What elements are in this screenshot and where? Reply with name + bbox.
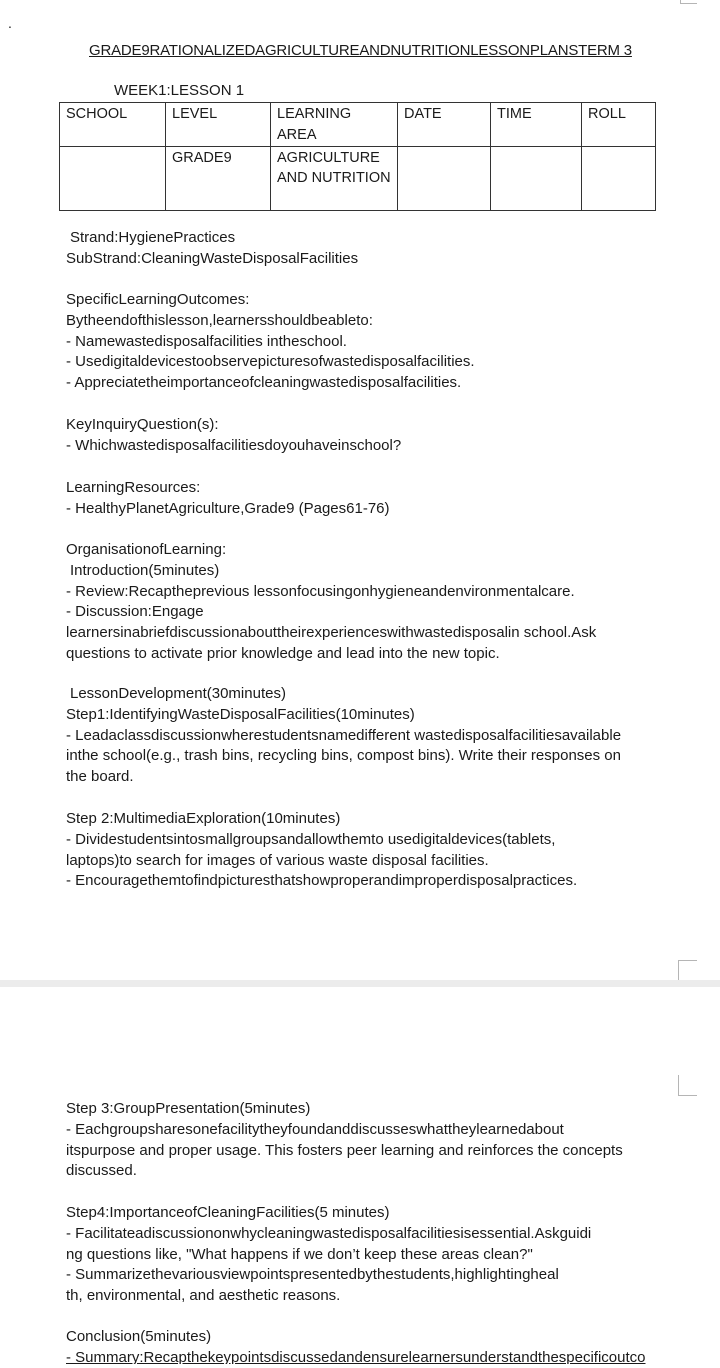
list-item: - Whichwastedisposalfacilitiesdoyouhaveinschool? [66,436,402,454]
stray-dot: . [8,15,12,31]
step-heading [66,1203,666,1224]
organisation-section [66,540,666,665]
outcomes-heading: SpecificLearningOutcomes: [66,291,250,308]
document-page-2 [0,987,720,1368]
text-line: - Summarizethevariousviewpointspresentedbythestudents,highlightingheal [66,1266,559,1284]
conclusion-heading: Conclusion(5minutes) [66,1328,212,1345]
inquiry-section [66,415,666,457]
step-title: GroupPresentation(5minutes) [113,1100,311,1117]
text-line: inthe school(e.g., trash bins, recycling bins, compost bins). Write their responses on [66,747,621,765]
table-cell [491,146,582,210]
text-line: - Summary:Recapthekeypointsdiscussedandensurelearnersunderstandthespecificoutco [66,1348,646,1364]
organisation-heading: OrganisationofLearning: [66,541,227,558]
substrand-line [66,249,666,270]
text-line: itspurpose and proper usage. This fosters peer learning and reinforces the concepts [66,1141,623,1159]
table-cell [60,146,166,210]
text-line: ng questions like, "What happens if we don’t keep these areas clean?" [66,1245,533,1263]
table-cell [398,146,491,210]
step4-section [66,1203,666,1307]
text-line: th, environmental, and aesthetic reasons. [66,1287,341,1305]
step-label: Step4: [66,1204,110,1221]
crop-mark-bottom-right [678,960,697,980]
development-heading: LessonDevelopment(30minutes) [70,685,286,702]
document-title: GRADE9RATIONALIZEDAGRICULTUREANDNUTRITIONLESSONPLANSTERM 3 [89,42,632,59]
crop-mark-top-right [680,0,697,4]
step-label: Step 3: [66,1100,114,1117]
text-line: - Discussion:Engage [66,603,204,621]
step3-section [66,1099,666,1182]
week-lesson-label: WEEK1:LESSON 1 [114,82,245,99]
table-header-cell: DATE [398,103,491,147]
step-title: IdentifyingWasteDisposalFacilities(10minutes) [109,705,415,723]
step-label: Step 2: [66,810,114,827]
step-title: ImportanceofCleaningFacilities(5 minutes) [109,1204,390,1221]
resources-section [66,478,666,520]
resources-heading: LearningResources: [66,479,201,496]
strand-value: HygienePractices [118,229,236,246]
table-header-cell: TIME [491,103,582,147]
list-item: - Appreciatetheimportanceofcleaningwastedisposalfacilities. [66,374,462,392]
outcomes-intro: Bytheendofthislesson,learnersshouldbeableto: [66,311,373,329]
text-line: - Review:Recaptheprevious lessonfocusingonhygieneandenvironmentalcare. [66,582,575,600]
table-header-cell: SCHOOL [60,103,166,147]
text-line: - Leadaclassdiscussionwherestudentsnamedifferent wastedisposalfacilitiesavailable [66,726,622,744]
text-line: questions to activate prior knowledge and lead into the new topic. [66,644,500,662]
strand-section [66,228,666,270]
introduction-heading: Introduction(5minutes) [70,561,220,579]
strand-line [66,228,666,249]
text-line: discussed. [66,1162,137,1180]
table-cell [582,146,656,210]
text-line: - Facilitateadiscussiononwhycleaningwastedisposalfacilitiesisessential.Askguidi [66,1224,592,1242]
page-separator [0,980,720,987]
step-heading [66,809,666,830]
step-heading [66,1099,666,1120]
table-cell: GRADE9 [166,146,271,210]
strand-label: Strand: [70,229,119,246]
table-header-cell: ROLL [582,103,656,147]
step2-section [66,809,666,892]
table-header-cell: LEVEL [166,103,271,147]
text-line: - Dividestudentsintosmallgroupsandallowthemto usedigitaldevices(tablets, [66,830,556,848]
conclusion-section [66,1327,666,1364]
table-row [60,146,656,210]
table-header-row [60,103,656,147]
substrand-value: CleaningWasteDisposalFacilities [141,249,359,267]
step-label: Step1: [66,705,110,723]
lesson-info-table [59,102,656,211]
crop-mark-top-right [678,1075,697,1096]
step-heading [66,705,666,726]
table-cell: AGRICULTURE AND NUTRITION [271,146,398,210]
text-line: laptops)to search for images of various waste disposal facilities. [66,851,489,869]
text-line: - Eachgroupsharesonefacilitytheyfoundanddiscusseswhattheylearnedabout [66,1120,564,1138]
text-line: - Encouragethemtofindpicturesthatshowproperandimproperdisposalpractices. [66,872,578,890]
inquiry-heading: KeyInquiryQuestion(s): [66,416,219,433]
text-line: learnersinabriefdiscussionabouttheirexperienceswithwastedisposalin school.Ask [66,624,597,642]
list-item: - Usedigitaldevicestoobservepicturesofwastedisposalfacilities. [66,353,475,371]
table-header-cell: LEARNING AREA [271,103,398,147]
learning-outcomes-section [66,290,666,394]
lesson-development-section [66,684,666,788]
text-line: the board. [66,768,134,786]
list-item: - HealthyPlanetAgriculture,Grade9 (Pages61-76) [66,499,390,517]
step-title: MultimediaExploration(10minutes) [113,810,341,827]
substrand-label: SubStrand: [66,249,142,267]
list-item: - Namewastedisposalfacilities intheschool. [66,332,347,350]
